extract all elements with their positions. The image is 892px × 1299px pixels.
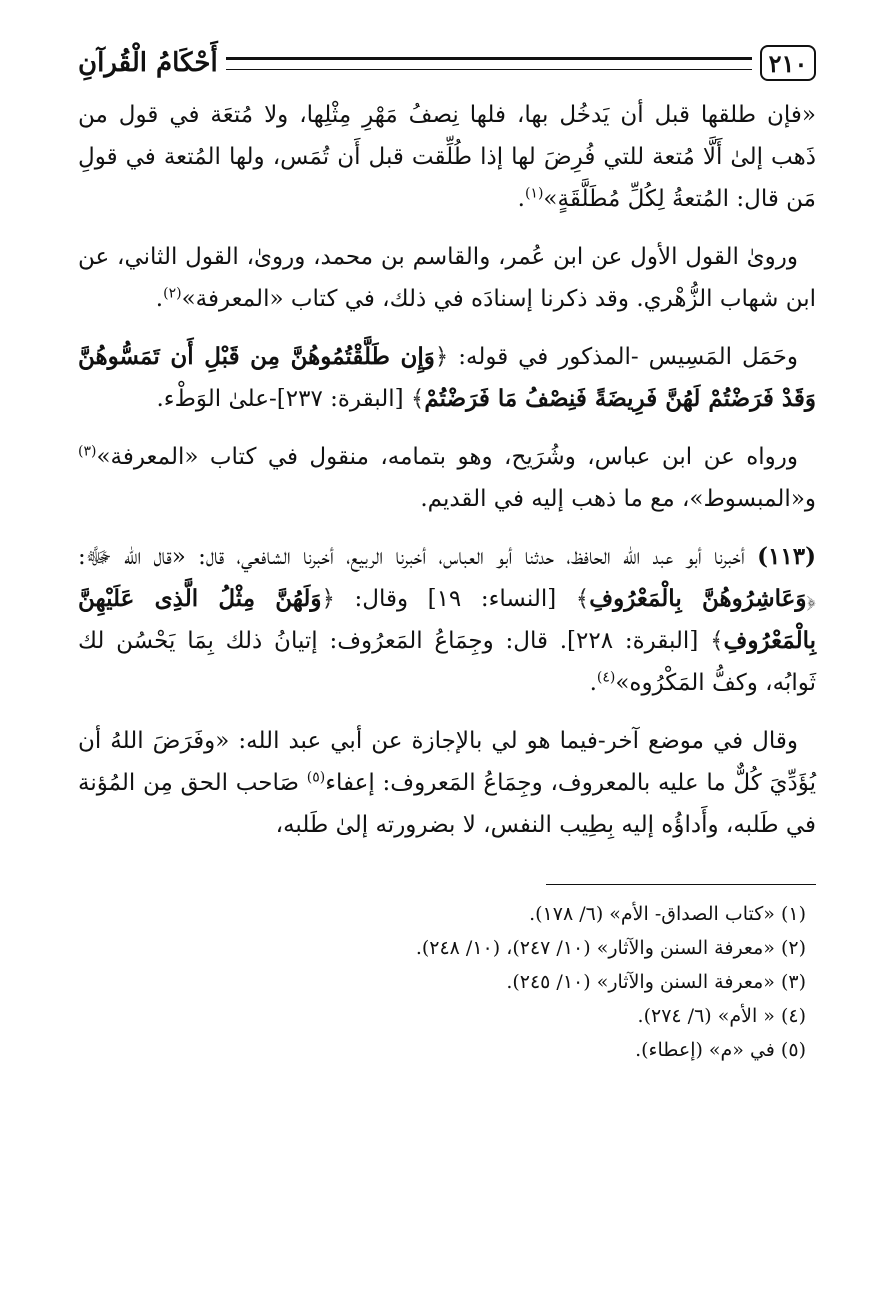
quran-bracket-open: ﴿	[434, 344, 449, 370]
paragraph-4	[78, 436, 816, 520]
quran-bracket-close: ﴾	[710, 628, 724, 654]
paragraph-tail: .	[589, 670, 597, 696]
footnotes	[78, 897, 816, 1067]
footnote-marker[interactable]: (٥)	[306, 769, 326, 786]
quran-bracket-close: ﴾	[575, 586, 590, 612]
paragraph-text: ورواه عن ابن عباس، وشُرَيح، وهو بتمامه، منقول في كتاب «المعرفة»	[96, 444, 798, 470]
paragraph-3	[78, 336, 816, 420]
header-rule	[226, 57, 752, 70]
paragraph-text: أخبرنا أبو عبد الله الحافظ، حدثنا أبو العباس، أخبرنا الربيع، أخبرنا الشافعي، قال: «قال الله ﷻ:	[78, 544, 758, 570]
quran-bracket-open: ﴿	[806, 586, 816, 612]
footnote-item: (٥) في «م» (إعطاء).	[635, 1039, 806, 1061]
paragraph-2	[78, 236, 816, 320]
page-body	[78, 94, 816, 846]
paragraph-text: ورویٰ القول الأول عن ابن عُمر، والقاسم بن محمد، وروىٰ، القول الثاني، عن ابن شهاب الزُّهْري. وقد ذكرنا إسنادَه في ذلك، في كتاب «المعرفة»	[78, 244, 816, 312]
footnote-item: (٤) « الأم» (٦/ ٢٧٤).	[637, 1005, 806, 1027]
quran-verse: وَإِن طَلَّقْتُمُوهُنَّ مِن قَبْلِ أَن تَمَسُّوهُنَّ وَقَدْ فَرَضْتُمْ لَهُنَّ فَرِيضَةً فَنِصْفُ مَا فَرَضْتُمْ	[78, 343, 816, 412]
quran-bracket-close: ﴾	[410, 386, 425, 412]
footnote-marker[interactable]: (١)	[524, 185, 544, 202]
page-number: ٢١٠	[760, 45, 816, 81]
paragraph-tail: .	[155, 286, 164, 312]
verse-reference: [النساء: ١٩]	[408, 586, 576, 612]
footnote-item: (١) «كتاب الصداق- الأم» (٦/ ١٧٨).	[529, 903, 806, 925]
footnote-item: (٢) «معرفة السنن والآثار» (١٠/ ٢٤٧)، (١٠/ ٢٤٨).	[415, 937, 806, 959]
footnote-marker[interactable]: (٤)	[596, 669, 616, 686]
footnote-marker[interactable]: (٢)	[163, 285, 182, 302]
paragraph-text: «فإن طلقها قبل أن يَدخُل بها، فلها نِصفُ مَهْرِ مِثْلِها، ولا مُتعَة في قول من ذَهب إلىٰ أَلَّا مُتعة للتي فُرِضَ لها إذا طُلِّقت قبل أَن تُمَس، ولها المُتعة في قولِ مَن قال: المُتعةُ لِكُلِّ مُطَلَّقَةٍ»	[78, 102, 816, 212]
quran-verse: وَعَاشِرُوهُنَّ بِالْمَعْرُوفِ	[589, 585, 807, 612]
paragraph-tail: -علىٰ الوَطْء.	[156, 386, 277, 412]
hadith-number: (١١٣)	[757, 543, 816, 570]
paragraph-tail: صَاحب الحق مِن المُؤنة في طَلبه، وأَداؤُه إليه بِطِيب النفس، لا بضرورته إلىٰ طَلبه،	[78, 770, 816, 838]
paragraph-tail: .	[517, 186, 525, 212]
footnote-separator	[546, 884, 816, 885]
paragraph-text: وحَمَل المَسِيس -المذكور في قوله:	[448, 344, 798, 370]
book-title: أَحْكَامُ الْقُرآنِ	[78, 48, 218, 78]
quran-verse: وَلَهُنَّ مِثْلُ الَّذِى عَلَيْهِنَّ بِالْمَعْرُوفِ	[78, 585, 816, 654]
verse-reference: [البقرة: ٢٣٧]	[276, 386, 411, 412]
paragraph-1	[78, 94, 816, 220]
verse-reference: [البقرة: ٢٢٨]	[567, 628, 711, 654]
footnote-item: (٣) «معرفة السنن والآثار» (١٠/ ٢٤٥).	[506, 971, 806, 993]
paragraph-5	[78, 536, 816, 704]
quran-bracket-open: ﴿	[321, 586, 335, 612]
page-header	[78, 38, 816, 88]
paragraph-tail: و«المبسوط»، مع ما ذهب إليه في القديم.	[420, 486, 816, 512]
paragraph-6	[78, 720, 816, 846]
paragraph-text: وقال:	[334, 586, 409, 612]
footnote-marker[interactable]: (٣)	[78, 443, 97, 460]
paragraph-text: وقال في موضع آخر-فيما هو لي بالإجازة عن أبي عبد الله: «وفَرَضَ اللهُ أن يُؤَدِّيَ كُلٌّ ما عليه بالمعروف، وجِمَاعُ المَعروف: إعفاء	[78, 728, 816, 796]
paragraph-text: . قال: وجِمَاعُ المَعرُوف: إتيانُ ذلك بِمَا يَحْسُن لك ثَوابُه، وكفُّ المَكْرُوه»	[78, 628, 816, 696]
